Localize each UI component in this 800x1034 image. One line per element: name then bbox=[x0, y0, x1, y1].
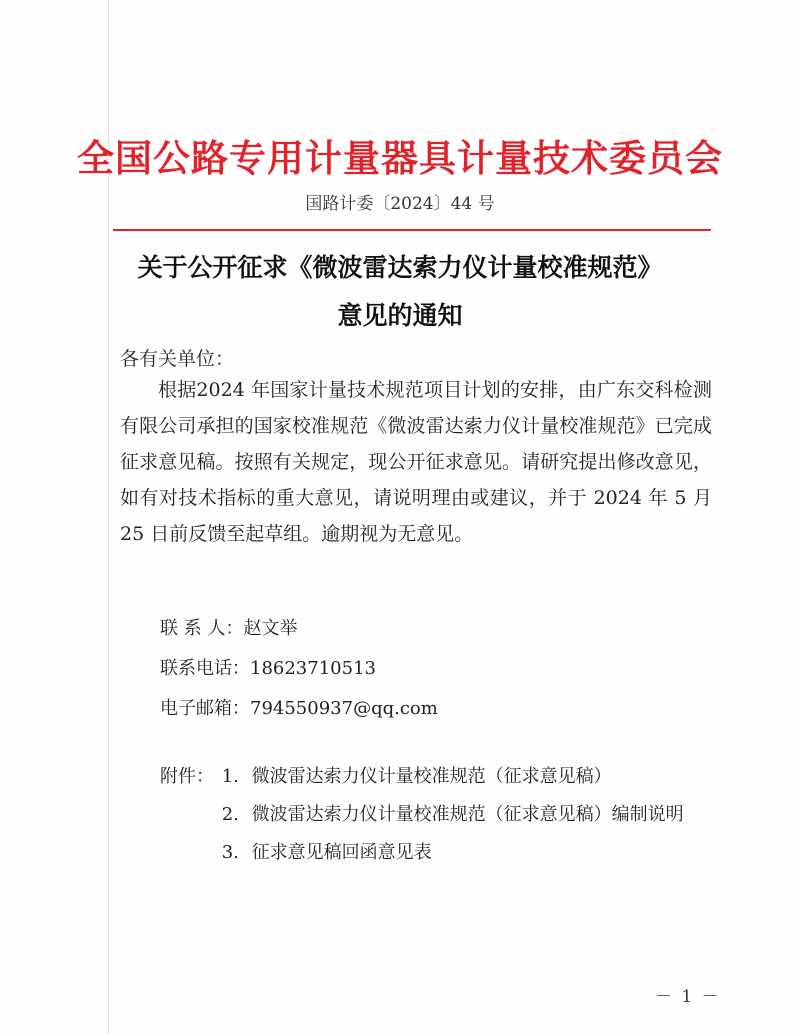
notice-title-line1: 关于公开征求《微波雷达索力仪计量校准规范》 bbox=[137, 253, 663, 282]
attachment-item bbox=[160, 758, 720, 796]
attachment-text: 征求意见稿回函意见表 bbox=[251, 842, 432, 863]
red-divider bbox=[113, 229, 711, 231]
attachment-number: 2. bbox=[221, 804, 239, 825]
contact-phone-value: 18623710513 bbox=[250, 658, 376, 679]
notice-title bbox=[0, 244, 800, 340]
page-number: － 1 － bbox=[655, 987, 721, 1007]
org-title: 全国公路专用计量器具计量技术委员会 bbox=[77, 136, 723, 180]
attachments-label: 附件： bbox=[160, 766, 214, 787]
attachments-list bbox=[160, 758, 720, 872]
attachment-number: 3. bbox=[221, 842, 239, 863]
attachment-item bbox=[160, 834, 720, 872]
contact-person-label: 联 系 人： bbox=[160, 618, 244, 639]
salutation: 各有关单位： bbox=[120, 348, 235, 370]
body-paragraph: 根据2024 年国家计量技术规范项目计划的安排，由广东交科检测有限公司承担的国家校准规范《微波雷达索力仪计量校准规范》已完成征求意见稿。按照有关规定，现公开征求意见。请研究提出修改意见，如有对技术指标的重大意见，请说明理由或建议，并于 2024 年 5 月 25 日前反馈至起草组。逾期视为无意见。 bbox=[120, 379, 712, 545]
document-number: 国路计委〔2024〕44 号 bbox=[305, 194, 495, 214]
attachment-text: 微波雷达索力仪计量校准规范（征求意见稿）编制说明 bbox=[251, 804, 684, 825]
notice-title-line2: 意见的通知 bbox=[337, 301, 463, 330]
body-paragraph-container bbox=[120, 372, 712, 552]
contact-person-value: 赵文举 bbox=[243, 618, 298, 639]
contact-email-row bbox=[160, 689, 438, 729]
contact-info bbox=[160, 609, 438, 729]
contact-email-value: 794550937@qq.com bbox=[250, 698, 438, 719]
attachment-text: 微波雷达索力仪计量校准规范（征求意见稿） bbox=[251, 766, 612, 787]
contact-phone-label: 联系电话： bbox=[160, 658, 250, 679]
contact-email-label: 电子邮箱： bbox=[160, 698, 250, 719]
attachment-number: 1. bbox=[221, 766, 239, 787]
contact-person-row bbox=[160, 609, 438, 649]
attachment-item bbox=[160, 796, 720, 834]
contact-phone-row bbox=[160, 649, 438, 689]
